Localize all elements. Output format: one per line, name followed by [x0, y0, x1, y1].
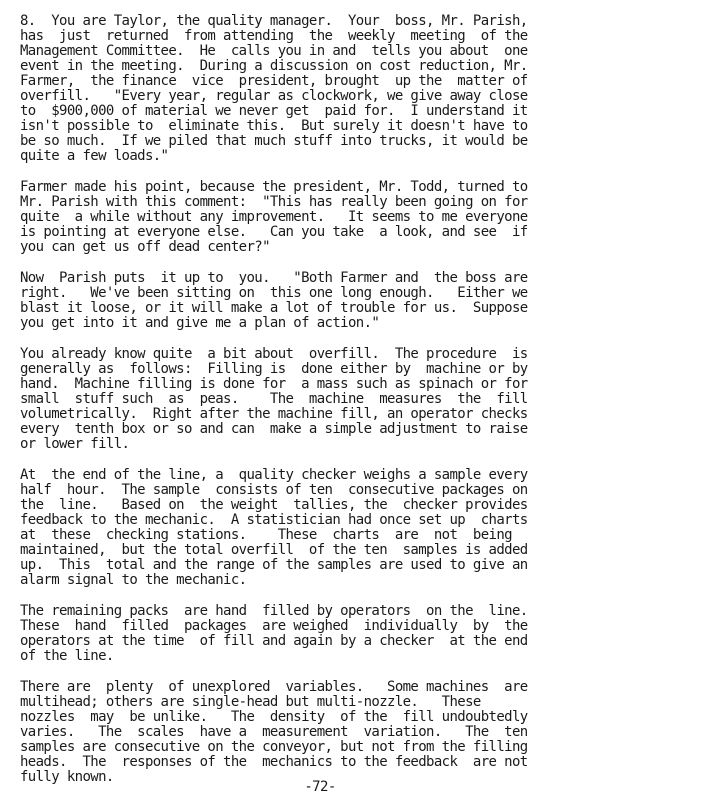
text-line: volumetrically. Right after the machine fill, an operator checks	[20, 406, 528, 422]
text-line: fully known.	[20, 769, 114, 785]
text-line: every tenth box or so and can make a simple adjustment to raise	[20, 421, 528, 437]
paragraph-6	[20, 604, 610, 664]
paragraph-7	[20, 680, 610, 785]
text-line: is pointing at everyone else. Can you take a look, and see if	[20, 224, 528, 240]
text-line: Farmer, the finance vice president, brought up the matter of	[20, 73, 528, 89]
text-line: Farmer made his point, because the president, Mr. Todd, turned to	[20, 179, 528, 195]
text-line: be so much. If we piled that much stuff into trucks, it would be	[20, 133, 528, 149]
text-line: feedback to the mechanic. A statistician had once set up charts	[20, 512, 528, 528]
text-line: These hand filled packages are weighed individually by the	[20, 618, 528, 634]
text-line: The remaining packs are hand filled by operators on the line.	[20, 603, 528, 619]
text-line: overfill. "Every year, regular as clockwork, we give away close	[20, 88, 528, 104]
paragraph-4	[20, 347, 610, 452]
text-line: samples are consecutive on the conveyor, but not from the filling	[20, 739, 528, 755]
text-line: or lower fill.	[20, 436, 130, 452]
text-line: at these checking stations. These charts are not being	[20, 527, 512, 543]
text-line: Management Committee. He calls you in and tells you about one	[20, 43, 528, 59]
text-line: half hour. The sample consists of ten consecutive packages on	[20, 482, 528, 498]
paragraph-1	[20, 14, 610, 164]
text-line: hand. Machine filling is done for a mass such as spinach or for	[20, 376, 528, 392]
text-line: of the line.	[20, 648, 114, 664]
text-line: up. This total and the range of the samples are used to give an	[20, 557, 528, 573]
text-line: There are plenty of unexplored variables. Some machines are	[20, 679, 528, 695]
text-line: you get into it and give me a plan of action."	[20, 315, 380, 331]
text-line: quite a few loads."	[20, 148, 169, 164]
text-line: the line. Based on the weight tallies, the checker provides	[20, 497, 528, 513]
text-line: you can get us off dead center?"	[20, 239, 270, 255]
document-body	[20, 14, 610, 801]
paragraph-5	[20, 468, 610, 588]
text-line: right. We've been sitting on this one long enough. Either we	[20, 285, 528, 301]
text-line: 8. You are Taylor, the quality manager. Your boss, Mr. Parish,	[20, 13, 528, 29]
page-number: -72-	[304, 779, 336, 795]
paragraph-2	[20, 180, 610, 255]
text-line: heads. The responses of the mechanics to the feedback are not	[20, 754, 528, 770]
text-line: multihead; others are single-head but multi-nozzle. These	[20, 694, 481, 710]
text-line: Mr. Parish with this comment: "This has really been going on for	[20, 194, 528, 210]
text-line: blast it loose, or it will make a lot of trouble for us. Suppose	[20, 300, 528, 316]
text-line: At the end of the line, a quality checker weighs a sample every	[20, 467, 528, 483]
text-line: has just returned from attending the weekly meeting of the	[20, 28, 528, 44]
text-line: small stuff such as peas. The machine measures the fill	[20, 391, 528, 407]
text-line: alarm signal to the mechanic.	[20, 572, 247, 588]
text-line: Now Parish puts it up to you. "Both Farmer and the boss are	[20, 270, 528, 286]
text-line: varies. The scales have a measurement variation. The ten	[20, 724, 528, 740]
text-line: nozzles may be unlike. The density of the fill undoubtedly	[20, 709, 528, 725]
paragraph-3	[20, 271, 610, 331]
text-line: generally as follows: Filling is done either by machine or by	[20, 361, 528, 377]
text-line: to $900,000 of material we never get paid for. I understand it	[20, 103, 528, 119]
text-line: isn't possible to eliminate this. But surely it doesn't have to	[20, 118, 528, 134]
text-line: event in the meeting. During a discussion on cost reduction, Mr.	[20, 58, 528, 74]
text-line: You already know quite a bit about overfill. The procedure is	[20, 346, 528, 362]
text-line: quite a while without any improvement. It seems to me everyone	[20, 209, 528, 225]
text-line: operators at the time of fill and again by a checker at the end	[20, 633, 528, 649]
text-line: maintained, but the total overfill of the ten samples is added	[20, 542, 528, 558]
